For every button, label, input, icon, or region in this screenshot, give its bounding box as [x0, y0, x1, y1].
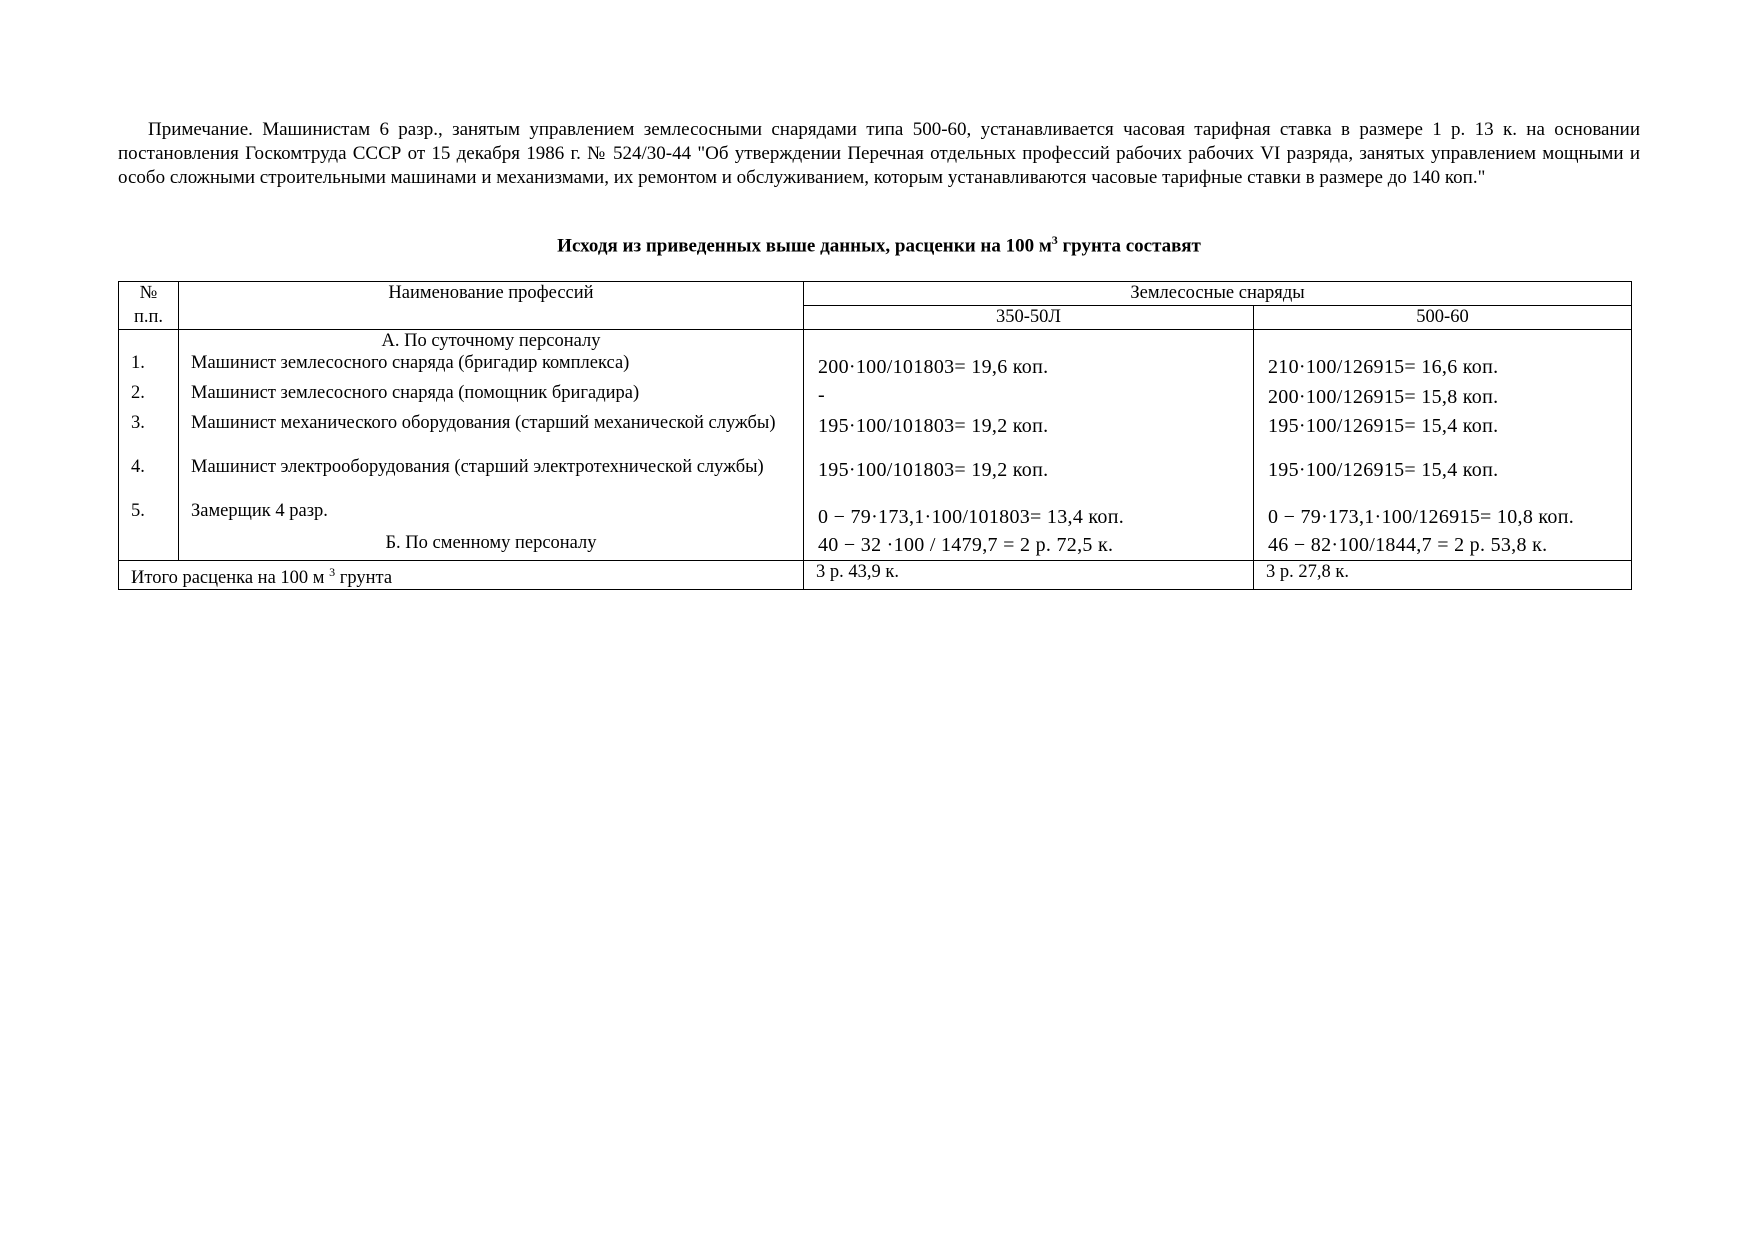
header-num-2: п.п. — [119, 306, 179, 330]
row-num: 5. — [119, 500, 179, 530]
header-group: Землесосные снаряды — [804, 282, 1632, 306]
total-label-suffix: грунта — [335, 567, 393, 588]
row-value-500: 200·100/126915= 15,8 коп. — [1254, 382, 1632, 412]
total-row — [119, 560, 1632, 589]
row-value-350: 200·100/101803= 19,6 коп. — [804, 352, 1254, 382]
section-b-label: Б. По сменному персоналу — [179, 530, 804, 560]
row-value-500: 0 − 79·173,1·100/126915= 10,8 коп. — [1254, 500, 1632, 530]
section-b-value-500: 46 − 82·100/1844,7 = 2 р. 53,8 к. — [1254, 530, 1632, 560]
row-num: 1. — [119, 352, 179, 382]
table-row — [119, 412, 1632, 456]
section-a-num — [119, 330, 179, 353]
row-profession: Машинист механического оборудования (старший механической службы) — [179, 412, 804, 456]
section-a-v2 — [1254, 330, 1632, 353]
header-profession-cont — [179, 306, 804, 330]
section-a-v1 — [804, 330, 1254, 353]
row-profession: Машинист электрооборудования (старший электротехнической службы) — [179, 456, 804, 500]
heading-prefix: Исходя из приведенных выше данных, расценки на 100 м — [557, 235, 1052, 257]
table-row — [119, 382, 1632, 412]
row-profession: Машинист землесосного снаряда (помощник бригадира) — [179, 382, 804, 412]
row-profession: Замерщик 4 разр. — [179, 500, 804, 530]
total-value-350: 3 р. 43,9 к. — [804, 560, 1254, 589]
row-profession: Машинист землесосного снаряда (бригадир комплекса) — [179, 352, 804, 382]
table-heading — [118, 233, 1640, 257]
header-col-500: 500-60 — [1254, 306, 1632, 330]
row-num: 3. — [119, 412, 179, 456]
rates-table — [118, 281, 1632, 590]
header-col-350: 350-50Л — [804, 306, 1254, 330]
section-b-num — [119, 530, 179, 560]
row-value-500: 195·100/126915= 15,4 коп. — [1254, 412, 1632, 456]
table-row — [119, 500, 1632, 530]
row-value-350: 195·100/101803= 19,2 коп. — [804, 412, 1254, 456]
section-b-row — [119, 530, 1632, 560]
row-value-350: 195·100/101803= 19,2 коп. — [804, 456, 1254, 500]
note-paragraph: Примечание. Машинистам 6 разр., занятым управлением землесосными снарядами типа 500-60, устанавливается часовая тарифная ставка в размере 1 р. 13 к. на основании постановления Госкомтруда СССР от 15 декабря 1986 г. № 524/30-44 "Об утверждении Перечная отдельных профессий рабочих рабочих VI разряда, занятых управлением мощными и особо сложными строительными машинами и механизмами, их ремонтом и обслуживанием, которым устанавливаются часовые тарифные ставки в размере до 140 коп." — [118, 119, 1640, 188]
row-value-350: - — [804, 382, 1254, 412]
row-num: 2. — [119, 382, 179, 412]
total-label-prefix: Итого расценка на 100 м — [131, 567, 330, 588]
section-a-label: А. По суточному персоналу — [179, 330, 804, 353]
heading-sup: 3 — [1051, 233, 1058, 247]
header-num-1: № — [119, 282, 179, 306]
row-value-500: 210·100/126915= 16,6 коп. — [1254, 352, 1632, 382]
row-value-350: 0 − 79·173,1·100/101803= 13,4 коп. — [804, 500, 1254, 530]
total-label-sup: 3 — [329, 564, 336, 579]
section-b-value-350: 40 − 32 ·100 / 1479,7 = 2 р. 72,5 к. — [804, 530, 1254, 560]
total-value-500: 3 р. 27,8 к. — [1254, 560, 1632, 589]
heading-suffix: грунта составят — [1057, 235, 1201, 257]
total-label — [119, 560, 804, 589]
table-row — [119, 456, 1632, 500]
header-profession: Наименование профессий — [179, 282, 804, 306]
table-row — [119, 352, 1632, 382]
row-value-500: 195·100/126915= 15,4 коп. — [1254, 456, 1632, 500]
row-num: 4. — [119, 456, 179, 500]
